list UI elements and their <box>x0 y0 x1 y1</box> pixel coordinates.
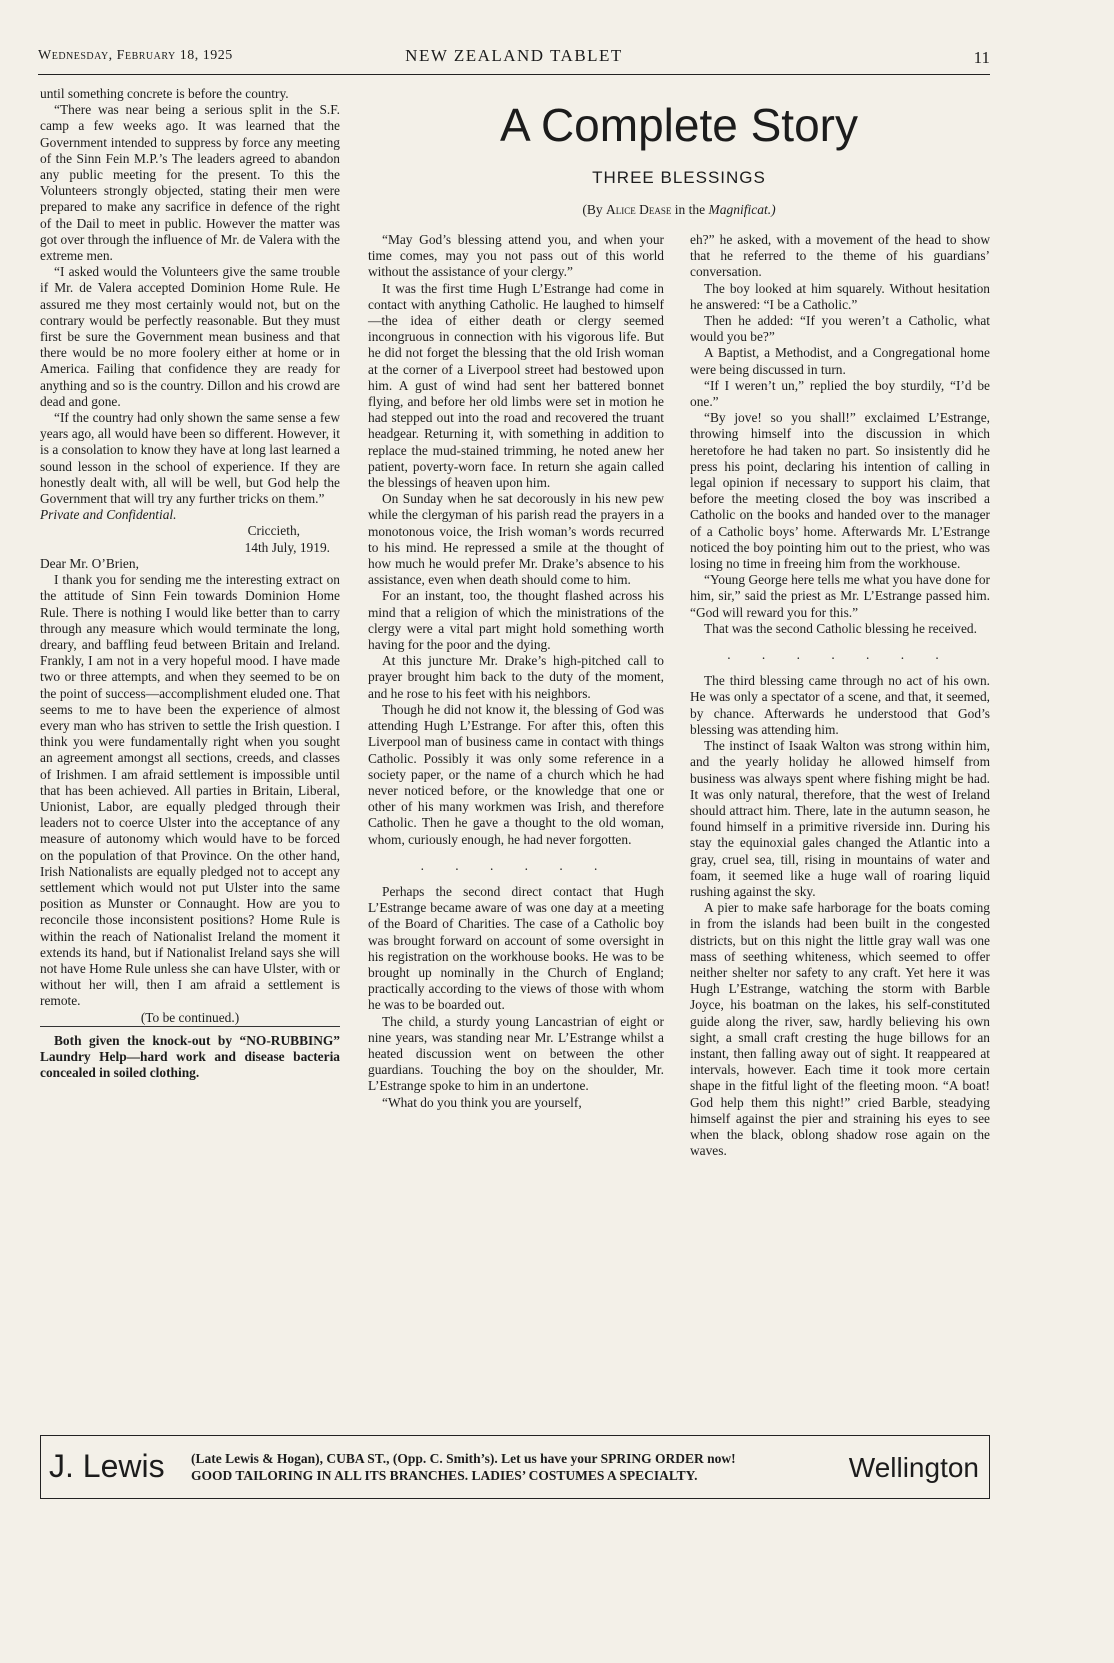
paragraph: It was the first time Hugh L’Estrange had come in contact with anything Catholic. He laughed to himself—the idea of either death or clergy seemed incongruous in connection with his vigorous life. But he did not forget the blessing that the old Irish woman at the corner of a Liverpool street had bestowed upon him. A gust of wind had sent her battered bonnet flying, and before her old limbs were set in motion he had stepped out into the road and recovered the truant headgear. Returning it, with something in addition to replace the mud-stained trimming, he noted anew her patient, poverty-worn face. In return she again called the blessings of heaven upon him. <box>368 280 664 491</box>
paragraph: “If I weren’t un,” replied the boy sturdily, “I’d be one.” <box>690 377 990 410</box>
page-number: 11 <box>973 48 990 67</box>
letter-date: 14th July, 1919. <box>244 539 330 555</box>
paragraph: Though he did not know it, the blessing of God was attending Hugh L’Estrange. For after this, often this Liverpool man of business came in contact with things Catholic. Possibly it was only some reference in a society paper, or the name of a church which he had never noticed before, or the knowledge that one or other of his many workmen was Irish, and therefore Catholic. Then he gave a thought to the old woman, whom, curiously enough, he had never forgotten. <box>368 701 664 847</box>
letter-salutation: Dear Mr. O’Brien, <box>40 555 139 571</box>
paper-name: NEW ZEALAND TABLET <box>405 46 623 65</box>
advert-name: J. Lewis <box>49 1448 165 1484</box>
paragraph: A pier to make safe harborage for the boats coming in from the islands had been built in the congested districts, but on this night the little gray wall was one mass of seething whiteness, which seemed to offer neither shelter nor safety to any craft. Yet here it was Hugh L’Estrange, watching the storm with Barble Joyce, his boatman on the lakes, his self-constituted guide along the river, saw, hardly believing his own sight, a small craft cresting the huge billows for an instant, then falling away out of sight. It reappeared at intervals, however. Each time it took more certain shape in the fitful light of the fleeting moon. “A boat! God help them this night!” cried Barble, steadying himself against the pier and straining his eyes to see when the black, oblong shadow rose again on the waves. <box>690 900 990 1159</box>
story-title: A Complete Story <box>500 99 858 151</box>
paragraph: That was the second Catholic blessing he received. <box>704 620 977 636</box>
paragraph: Perhaps the second direct contact that Hugh L’Estrange became aware of was one day at a meeting of the Board of Charities. The case of a Catholic boy was brought forward on account of some oversight in his registration on the workhouse books. He was to be brought up nominally in the Church of England; practically according to the views of those with whom he was to be boarded out. <box>368 883 664 1013</box>
paragraph: A Baptist, a Methodist, and a Congregational home were being discussed in turn. <box>690 345 990 377</box>
paragraph: On Sunday when he sat decorously in his new pew while the clergyman of his parish read the prayers in a monotonous voice, the Irish woman’s words recurred to his mind. He repressed a smile at the thought of how much he would prefer Mr. Drake’s absence to his assistance, even when death should come to him. <box>368 491 664 588</box>
paragraph: eh?” he asked, with a movement of the head to show that he referred to the theme of his guardians’ conversation. <box>690 232 990 280</box>
paragraph: Then he added: “If you weren’t a Catholic, what would you be?” <box>690 313 990 345</box>
section-separator: . . . . . . . <box>727 647 953 663</box>
paragraph: “What do you think you are yourself, <box>382 1094 582 1110</box>
advert-text <box>191 1450 871 1484</box>
continued-note: (To be continued.) <box>140 1009 240 1025</box>
paragraph: I thank you for sending me the interesting extract on the attitude of Sinn Fein towards Dominion Home Rule. There is nothing I would like better than to carry through any measure which would terminate the long, dreary, and baffling feud between Britain and Ireland. Frankly, I am not in a very hopeful mood. I have made two or three attempts, and when they seemed to be on the point of success—accomplishment eluded one. That seems to me to have been the experience of almost every man who has striven to settle the Irish question. I think you were fundamentally right when you sought an agreement amongst all sections, creeds, and classes of Irishmen. I am afraid settlement is impossible until that has been achieved. All parties in Britain, Liberal, Unionist, Labor, are equally pledged through their leaders not to coerce Ulster into the acceptance of any measure of autonomy which would have to be forced on the population of that Province. On the other hand, Irish Nationalists are equally pledged not to accept any settlement which would not put Ulster into the same position as Munster or Connaught. How are you to reconcile those inconsistent positions? Home Rule is within the reach of Nationalist Ireland the moment it extends its hand, but if Nationalist Ireland says she will not have Home Rule unless she can have Ulster, with or without her will, then I am afraid a settlement is remote. <box>40 572 340 1009</box>
advert-city: Wellington <box>848 1452 979 1483</box>
paragraph: until something concrete is before the country. <box>40 86 289 101</box>
tailor-advert <box>40 1435 990 1499</box>
paragraph: The child, a sturdy young Lancastrian of eight or nine years, was standing near Mr. L’Estrange whilst a heated discussion went on between the other guardians. Touching the boy on the shoulder, Mr. L’Estrange spoke to him in an undertone. <box>368 1013 664 1094</box>
paragraph: “If the country had only shown the same sense a few years ago, all would have been so different. However, it is a consolation to know they have at long last learned a sound lesson in the school of experience. If they are honestly dealt with, all will be well, but God help the Government that will try any further tricks on them.” <box>40 410 340 507</box>
byline-author: Alice Dease <box>606 202 672 217</box>
column-middle <box>368 232 664 1111</box>
paragraph: The boy looked at him squarely. Without hesitation he answered: “I be a Catholic.” <box>690 280 990 312</box>
page-header <box>38 44 990 75</box>
paragraph: “I asked would the Volunteers give the same trouble if Mr. de Valera accepted Dominion Home Rule. He assured me they most certainly would not, but on the contrary would be perfectly reasonable. But they must first be sure the Government mean business and that there would be no more foolery either at home or in America. Failing that confidence they are ready for anything and so is the country. Dillon and his crowd are dead and gone. <box>40 264 340 409</box>
letter-note: Private and Confidential. <box>40 507 177 523</box>
laundry-advert: Both given the knock-out by “NO-RUBBING” Laundry Help—hard work and disease bacteria concealed in soiled clothing. <box>40 1026 340 1082</box>
letter-place: Criccieth, <box>247 523 300 539</box>
paragraph: At this juncture Mr. Drake’s high-pitched call to prayer brought him back to the duty of the moment, and he rose to his feet with his neighbors. <box>368 653 664 701</box>
byline-by: (By <box>582 202 603 217</box>
issue-date: Wednesday, February 18, 1925 <box>38 48 233 63</box>
paragraph: “There was near being a serious split in the S.F. camp a few weeks ago. It was learned that the Government intended to suppress by force any meeting of the Sinn Fein M.P.’s The leaders agreed to abandon any public meeting for the present. To this the Volunteers strongly objected, stating their men were prepared to make any sacrifice in defence of the right of the Dail to meet in public. However the matter was got over through the influence of Mr. de Valera with the extreme men. <box>40 102 340 264</box>
column-right <box>690 232 990 1159</box>
column-left <box>40 86 340 1081</box>
paragraph: “May God’s blessing attend you, and when your time comes, may you not pass out of this world without the assistance of your clergy.” <box>368 232 664 280</box>
paragraph: The third blessing came through no act of his own. He was only a spectator of a scene, and that, it seemed, by chance. Afterwards he understood that God’s blessing was attending him. <box>690 673 990 737</box>
paragraph: “Young George here tells me what you have done for him, sir,” said the priest as Mr. L’Estrange passed him. “God will reward you for this.” <box>690 572 990 620</box>
advert-line-2: GOOD TAILORING IN ALL ITS BRANCHES. LADIES’ COSTUMES A SPECIALTY. <box>191 1468 698 1483</box>
advert-line-1: (Late Lewis & Hogan), CUBA ST., (Opp. C. Smith’s). Let us have your SPRING ORDER now! <box>191 1451 736 1466</box>
paragraph: For an instant, too, the thought flashed across his mind that a religion of which the ministrations of the clergy were a vital part might hold something worth having for the poor and the dying. <box>368 588 664 653</box>
byline-in: in the <box>674 202 706 217</box>
section-separator: . . . . . . <box>420 857 612 873</box>
byline-publication: Magnificat.) <box>708 202 776 217</box>
paragraph: “By jove! so you shall!” exclaimed L’Estrange, throwing himself into the discussion in which heretofore he had taken no part. So insistently did he press his point, declaring his intention of calling in legal opinion if necessary to support his claim, that before the meeting closed the boy was inscribed a Catholic on the books and handed over to the manager of a Catholic boys’ home. Afterwards Mr. L’Estrange noticed the boy pointing him out to the priest, who was losing no time in freeing him from the workhouse. <box>690 410 990 572</box>
story-subtitle: THREE BLESSINGS <box>592 168 766 187</box>
paragraph: The instinct of Isaak Walton was strong within him, and the yearly holiday he allowed himself from business was always spent where fishing might be had. It was only natural, therefore, that the west of Ireland should attract him. There, late in the autumn season, he found himself in a primitive riverside inn. During his stay the equinoxial gales changed the Atlantic into a gray, cruel sea, till, rising in mountains of water and foam, it seemed like a huge wall of roaring liquid rushing against the sky. <box>690 738 990 899</box>
story-byline <box>368 202 990 218</box>
